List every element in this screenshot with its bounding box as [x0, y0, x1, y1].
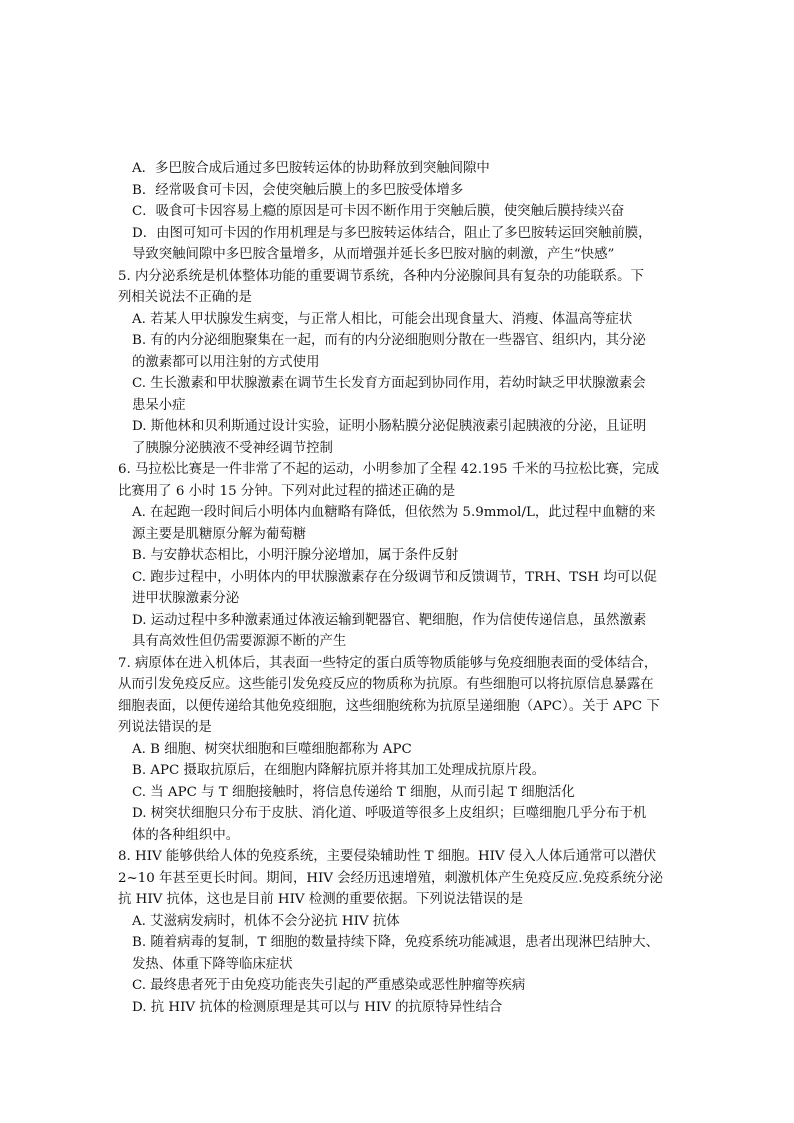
q6-option-d: D. 运动过程中多种激素通过体液运输到靶器官、靶细胞，作为信使传递信息，虽然激素	[132, 612, 647, 628]
q4-option-d-cont: 导致突触间隙中多巴胺含量增多，从而增强并延长多巴胺对脑的刺激，产生“快感”	[132, 247, 615, 262]
q5-option-a: A. 若某人甲状腺发生病变，与正常人相比，可能会出现食量大、消瘦、体温高等症状	[132, 311, 633, 327]
q8-stem: 8. HIV 能够供给人体的免疫系统，主要侵染辅助性 T 细胞。HIV 侵入人体后通常可以潜伏	[118, 849, 657, 864]
q6-option-a: A. 在起跑一段时间后小明体内血糖略有降低，但依然为 5.9mmol/L，此过程中血糖的来	[132, 505, 656, 520]
question-4-options	[118, 158, 678, 266]
q7-option-c: C. 当 APC 与 T 细胞接触时，将信息传递给 T 细胞，从而引起 T 细胞活化	[132, 784, 575, 800]
q7-option-b: B. APC 摄取抗原后，在细胞内降解抗原并将其加工处理成抗原片段。	[132, 763, 546, 778]
document-page	[118, 158, 678, 1018]
q8-stem-cont-2: 抗 HIV 抗体，这也是目前 HIV 检测的重要依据。下列说法错误的是	[118, 892, 524, 907]
q7-option-a: A. B 细胞、树突状细胞和巨噬细胞都称为 APC	[132, 741, 412, 757]
q7-stem-cont-1: 从而引发免疫反应。这些能引发免疫反应的物质称为抗原。有些细胞可以将抗原信息暴露在	[118, 677, 654, 692]
question-5	[118, 266, 678, 460]
q7-stem-cont-2: 细胞表面，以便传递给其他免疫细胞，这些细胞统称为抗原呈递细胞（APC）。关于 APC 下	[118, 698, 660, 714]
q5-stem: 5. 内分泌系统是机体整体功能的重要调节系统，各种内分泌腺间具有复杂的功能联系。下	[118, 268, 644, 284]
q8-option-b: B. 随着病毒的复制，T 细胞的数量持续下降，免疫系统功能减退，患者出现淋巴结肿大、	[132, 935, 659, 950]
q5-option-d: D. 斯他林和贝利斯通过设计实验，证明小肠粘膜分泌促胰液素引起胰液的分泌，且证明	[132, 419, 647, 434]
q7-stem: 7. 病原体在进入机体后，其表面一些特定的蛋白质等物质能够与免疫细胞表面的受体结合，	[118, 655, 658, 671]
q5-option-d-cont: 了胰腺分泌胰液不受神经调节控制	[132, 440, 333, 456]
q5-option-b-cont: 的激素都可以用注射的方式使用	[132, 354, 320, 370]
q4-option-a: A．多巴胺合成后通过多巴胺转运体的协助释放到突触间隙中	[132, 161, 490, 176]
q6-option-b: B. 与安静状态相比，小明汗腺分泌增加，属于条件反射	[132, 548, 459, 563]
q8-stem-cont-1: 2~10 年甚至更长时间。期间，HIV 会经历迅速增殖，刺激机体产生免疫反应.免疫系统分泌	[118, 870, 663, 886]
q4-option-c: C．吸食可卡因容易上瘾的原因是可卡因不断作用于突触后膜，使突触后膜持续兴奋	[132, 204, 625, 219]
q7-option-d: D. 树突状细胞只分布于皮肤、消化道、呼吸道等很多上皮组织；巨噬细胞几乎分布于机	[132, 806, 647, 821]
q4-option-d: D．由图可知可卡因的作用机理是与多巴胺转运体结合，阻止了多巴胺转运回突触前膜，	[132, 225, 652, 241]
q5-option-c: C. 生长激素和甲状腺激素在调节生长发育方面起到协同作用，若幼时缺乏甲状腺激素会	[132, 376, 646, 391]
q7-option-d-cont: 体的各种组织中。	[132, 827, 240, 843]
q8-option-c: C. 最终患者死于由免疫功能丧失引起的严重感染或恶性肿瘤等疾病	[132, 978, 526, 993]
q5-option-b: B. 有的内分泌细胞聚集在一起，而有的内分泌细胞则分散在一些器官、组织内，其分泌	[132, 333, 646, 348]
q6-option-c-cont: 进甲状腺激素分泌	[132, 591, 240, 606]
q6-stem: 6. 马拉松比赛是一件非常了不起的运动，小明参加了全程 42.195 千米的马拉松比赛，完成	[118, 462, 660, 477]
question-6	[118, 459, 678, 653]
q6-option-d-cont: 具有高效性但仍需要源源不断的产生	[132, 634, 347, 649]
q4-option-b: B．经常吸食可卡因，会使突触后膜上的多巴胺受体增多	[132, 182, 464, 198]
q6-stem-cont: 比赛用了 6 小时 15 分钟。下列对此过程的描述正确的是	[118, 483, 456, 499]
q6-option-a-cont: 源主要是肌糖原分解为葡萄糖	[132, 526, 307, 542]
q8-option-a: A. 艾滋病发病时，机体不会分泌抗 HIV 抗体	[132, 913, 400, 929]
q5-stem-cont: 列相关说法不正确的是	[118, 290, 252, 305]
q6-option-c: C. 跑步过程中，小明体内的甲状腺激素存在分级调节和反馈调节，TRH、TSH 均可以促	[132, 569, 657, 585]
q8-option-b-cont: 发热、体重下降等临床症状	[132, 956, 293, 972]
q7-stem-cont-3: 列说法错误的是	[118, 720, 212, 735]
q5-option-c-cont: 患呆小症	[132, 397, 186, 413]
question-8	[118, 846, 678, 1018]
q8-option-d: D. 抗 HIV 抗体的检测原理是其可以与 HIV 的抗原特异性结合	[132, 999, 503, 1015]
question-7	[118, 653, 678, 847]
